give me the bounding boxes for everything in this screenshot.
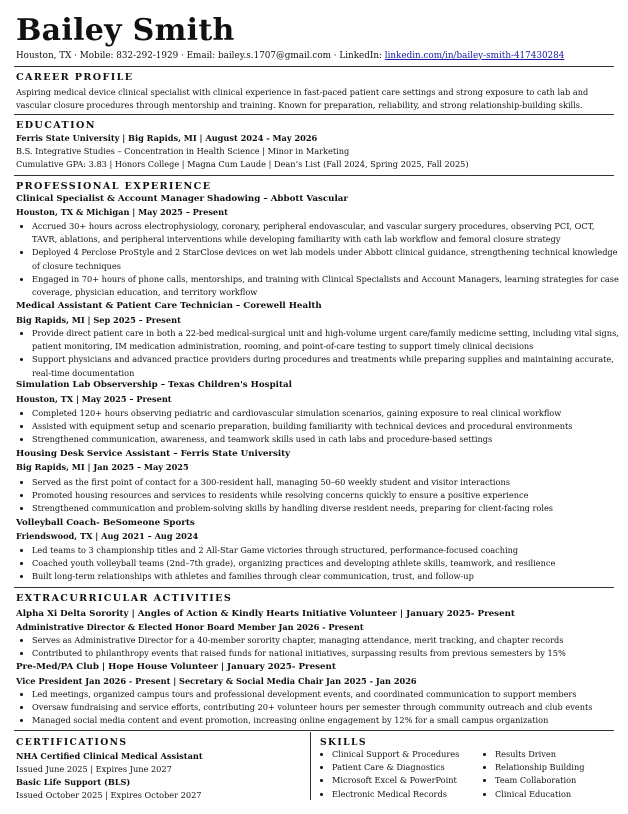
list-item: • Contributed to philanthropy events that raised funds for national initiatives, surpassing results from previous semesters by 15%	[32, 647, 622, 660]
linkedin-link[interactable]: linkedin.com/in/bailey-smith-417430284	[384, 51, 565, 61]
skills-list-1	[318, 748, 459, 801]
certification-dates: Issued June 2025 | Expires June 2027	[16, 764, 172, 774]
list-item: • Relationship Building	[495, 761, 584, 774]
activity-meta: Administrative Director & Elected Honor Board Member Jan 2026 - Present	[16, 622, 364, 632]
job-bullets	[16, 544, 622, 584]
job-title: Clinical Specialist & Account Manager Shadowing – Abbott Vascular	[16, 194, 349, 204]
education-school: Ferris State University | Big Rapids, MI | August 2024 - May 2026	[16, 133, 318, 143]
certification-dates: Issued October 2025 | Expires October 2027	[16, 790, 202, 800]
column-divider	[310, 732, 311, 800]
job-meta: Houston, TX & Michigan | May 2025 – Present	[16, 207, 228, 217]
list-item: • Led teams to 3 championship titles and 2 All-Star Game victories through structured, performance-focused coaching	[32, 544, 622, 557]
divider	[14, 587, 614, 588]
job-title: Housing Desk Service Assistant – Ferris State University	[16, 449, 291, 459]
skills-list-2	[481, 748, 584, 801]
job-bullets	[16, 220, 622, 299]
list-item: • Managed social media content and event promotion, increasing online engagement by 12% for a small campus organization	[32, 714, 622, 727]
divider	[14, 730, 614, 731]
education-degree: B.S. Integrative Studies – Concentration in Health Science | Minor in Marketing	[16, 146, 350, 156]
job-title: Volleyball Coach- BeSomeone Sports	[16, 518, 195, 528]
section-title-certifications: CERTIFICATIONS	[16, 737, 128, 748]
list-item: • Engaged in 70+ hours of phone calls, mentorships, and training with Clinical Specialists and Account Managers, learning strategies for case coverage, physician education, and territory workflow	[32, 273, 622, 299]
job-meta: Houston, TX | May 2025 – Present	[16, 394, 172, 404]
list-item: • Promoted housing resources and services to residents while resolving concerns quickly to ensure a positive experience	[32, 489, 622, 502]
job-bullets	[16, 476, 622, 516]
list-item: • Deployed 4 Perclose ProStyle and 2 StarClose devices on wet lab models under Abbott clinical guidance, strengthening technical knowledge of closure techniques	[32, 246, 622, 272]
section-title-education: EDUCATION	[16, 120, 96, 131]
list-item: • Led meetings, organized campus tours and professional development events, and coordinated communication to support members	[32, 688, 622, 701]
job-meta: Big Rapids, MI | Jan 2025 – May 2025	[16, 462, 189, 472]
profile-text: Aspiring medical device clinical specialist with clinical experience in fast-paced patient care settings and strong exposure to cath lab and vascular closure procedures through mentorship and training. Known for preparation, reliability, and strong relationship-building skills.	[16, 87, 589, 110]
list-item: • Strengthened communication and problem-solving skills by handling diverse resident needs, preparing for client-facing roles	[32, 502, 622, 515]
job-meta: Big Rapids, MI | Sep 2025 – Present	[16, 315, 181, 325]
list-item: • Accrued 30+ hours across electrophysiology, coronary, peripheral endovascular, and vascular surgery procedures, observing PCI, OCT, TAVR, ablations, and peripheral interventions while developing familiarity with cath lab workflow and femoral closure strategy	[32, 220, 622, 246]
list-item: • Team Collaboration	[495, 774, 584, 787]
certification-name: Basic Life Support (BLS)	[16, 777, 131, 787]
job-bullets	[16, 327, 622, 380]
section-title-activities: EXTRACURRICULAR ACTIVITIES	[16, 593, 233, 604]
list-item: • Oversaw fundraising and service efforts, contributing 20+ volunteer hours per semester through community outreach and club events	[32, 701, 622, 714]
list-item: • Assisted with equipment setup and scenario preparation, building familiarity with technical devices and procedural environments	[32, 420, 622, 433]
list-item: • Strengthened communication, awareness, and teamwork skills used in cath labs and procedure-based settings	[32, 433, 622, 446]
divider	[14, 175, 614, 176]
list-item: • Served as the first point of contact for a 300-resident hall, managing 50–60 weekly student and visitor interactions	[32, 476, 622, 489]
list-item: • Serves as Administrative Director for a 40-member sorority chapter, managing attendance, merit tracking, and chapter records	[32, 634, 622, 647]
list-item: • Coached youth volleyball teams (2nd–7th grade), organizing practices and developing athlete skills, teamwork, and resilience	[32, 557, 622, 570]
list-item: • Provide direct patient care in both a 22-bed medical-surgical unit and high-volume urgent care/family medicine setting, including vital signs, patient monitoring, IM medication administration, rooming, and point-of-care testing to support timely clinical decisions	[32, 327, 622, 353]
job-meta: Friendswood, TX | Aug 2021 – Aug 2024	[16, 531, 199, 541]
education-gpa: Cumulative GPA: 3.83 | Honors College | Magna Cum Laude | Dean’s List (Fall 2024, Spring 2025, Fall 2025)	[16, 159, 469, 169]
list-item: • Electronic Medical Records	[332, 788, 459, 801]
contact-text: Houston, TX · Mobile: 832-292-1929 · Email: bailey.s.1707@gmail.com · LinkedIn:	[16, 51, 385, 61]
job-title: Simulation Lab Observership – Texas Children's Hospital	[16, 380, 292, 390]
list-item: • Results Driven	[495, 748, 584, 761]
list-item: • Built long-term relationships with athletes and families through clear communication, trust, and follow-up	[32, 570, 622, 583]
activity-bullets	[16, 688, 622, 728]
section-title-profile: CAREER PROFILE	[16, 72, 134, 83]
job-bullets	[16, 407, 622, 447]
list-item: • Patient Care & Diagnostics	[332, 761, 459, 774]
job-title: Medical Assistant & Patient Care Technician – Corewell Health	[16, 301, 322, 311]
list-item: • Completed 120+ hours observing pediatric and cardiovascular simulation scenarios, gaining exposure to real clinical workflow	[32, 407, 622, 420]
contact-line	[16, 51, 564, 61]
candidate-name: Bailey Smith	[16, 13, 235, 48]
list-item: • Clinical Education	[495, 788, 584, 801]
section-title-skills: SKILLS	[320, 737, 367, 748]
divider	[14, 66, 614, 67]
divider	[14, 114, 614, 115]
section-title-experience: PROFESSIONAL EXPERIENCE	[16, 181, 212, 192]
activity-meta: Vice President Jan 2026 - Present | Secretary & Social Media Chair Jan 2025 - Jan 2026	[16, 676, 417, 686]
activity-bullets	[16, 634, 622, 660]
list-item: • Clinical Support & Procedures	[332, 748, 459, 761]
list-item: • Microsoft Excel & PowerPoint	[332, 774, 459, 787]
certification-name: NHA Certified Clinical Medical Assistant	[16, 751, 203, 761]
activity-title: Alpha Xi Delta Sorority | Angles of Action & Kindly Hearts Initiative Volunteer | January 2025- Present	[16, 609, 515, 619]
activity-title: Pre-Med/PA Club | Hope House Volunteer | January 2025- Present	[16, 662, 336, 672]
list-item: • Support physicians and advanced practice providers during procedures and treatments while preparing supplies and maintaining accurate, real-time documentation	[32, 353, 622, 379]
